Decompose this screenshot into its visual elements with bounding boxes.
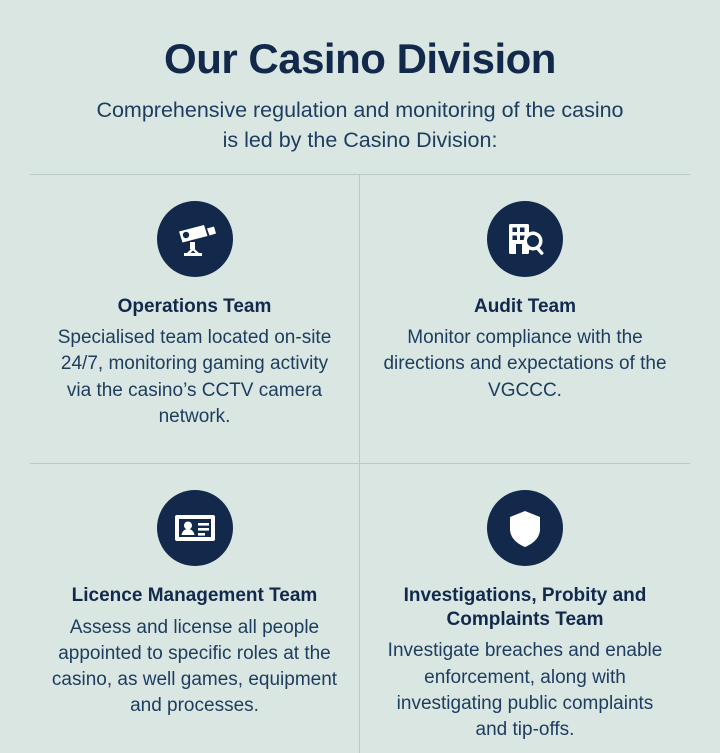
- team-card-body: Assess and license all people appointed to specific roles at the casino, as well games, equipment and processes.: [50, 615, 340, 720]
- team-card-title: Licence Management Team: [72, 584, 318, 608]
- team-card-title: Operations Team: [118, 295, 272, 319]
- team-card-title: Audit Team: [474, 295, 576, 319]
- team-card-title: Investigations, Probity and Complaints Team: [380, 584, 670, 632]
- team-card-operations: [30, 175, 360, 464]
- team-card-body: Investigate breaches and enable enforcement, along with investigating public complaints and tip-offs.: [380, 638, 670, 743]
- team-card-audit: [360, 175, 690, 464]
- page-subtitle: Comprehensive regulation and monitoring of the casino is led by the Casino Division:: [90, 96, 630, 155]
- team-card-body: Monitor compliance with the directions and expectations of the VGCCC.: [380, 325, 670, 404]
- cctv-camera-icon: [157, 201, 233, 277]
- team-card-investigations: [360, 464, 690, 753]
- team-card-grid: [30, 174, 690, 753]
- shield-icon: [487, 490, 563, 566]
- id-card-icon: [157, 490, 233, 566]
- team-card-body: Specialised team located on-site 24/7, monitoring gaming activity via the casino’s CCTV camera network.: [50, 325, 340, 430]
- team-card-licence-management: [30, 464, 360, 753]
- building-magnifier-icon: [487, 201, 563, 277]
- page-title: Our Casino Division: [30, 36, 690, 82]
